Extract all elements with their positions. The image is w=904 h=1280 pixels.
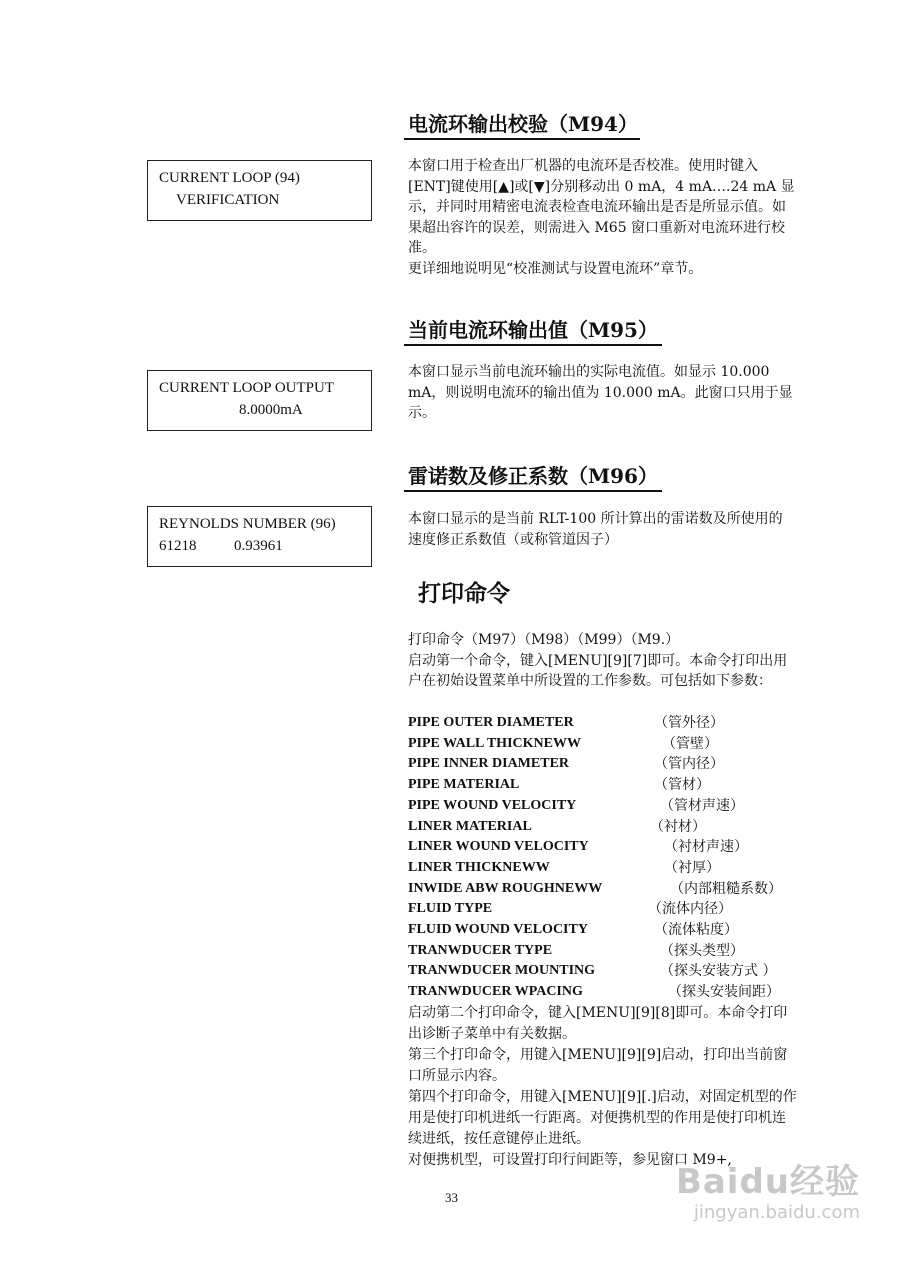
heading-print-commands: 打印命令 [418, 580, 510, 607]
param-cn: （衬厚） [664, 859, 720, 876]
param-name: PIPE WOUND VELOCITY [408, 797, 577, 813]
list-item [408, 858, 808, 879]
paragraph-text: 本窗口显示当前电流环输出的实际电流值。如显示 10.000 mA，则说明电流环的输出值为 10.000 mA。此窗口只用于显示。 [408, 364, 793, 421]
param-cn: （流体粘度） [654, 922, 738, 939]
list-item [408, 920, 808, 941]
param-cn: （探头安装间距） [668, 984, 780, 1001]
param-name: LINER THICKNEWW [408, 859, 550, 875]
param-name: INWIDE ABW ROUGHNEWW [408, 880, 603, 896]
paragraph-text: 对便携机型，可设置打印行间距等，参见窗口 M9+, [408, 1152, 732, 1168]
list-item [408, 982, 808, 1003]
lcd-line-2: 61218 0.93961 [159, 538, 283, 554]
param-cn: （内部粗糙系数） [670, 880, 782, 897]
lcd-line-1: CURRENT LOOP (94) [159, 170, 300, 186]
param-cn: （流体内径） [648, 901, 732, 918]
paragraph-text: 第三个打印命令，用键入[MENU][9][9]启动，打印出当前窗口所显示内容。 [408, 1047, 788, 1084]
lcd-box-m96 [147, 506, 372, 567]
param-cn: （衬材） [650, 818, 706, 835]
watermark-url: jingyan.baidu.com [693, 1202, 860, 1223]
param-name: FLUID WOUND VELOCITY [408, 922, 588, 938]
list-item [408, 796, 808, 817]
list-item [408, 713, 808, 734]
param-cn: （探头安装方式 ） [660, 963, 777, 980]
list-item [408, 899, 808, 920]
paragraph-text: 更详细地说明见“校准测试与设置电流环”章节。 [408, 260, 703, 277]
paragraph-text: 启动第二个打印命令，键入[MENU][9][8]即可。本命令打印出诊断子菜单中有关数据。 [408, 1005, 788, 1042]
param-cn: （管外径） [654, 715, 724, 731]
param-name: LINER MATERIAL [408, 818, 532, 834]
print-intro [408, 630, 796, 692]
param-name: TRANWDUCER MOUNTING [408, 963, 596, 979]
list-item [408, 941, 808, 962]
list-item [408, 754, 808, 775]
lcd-box-m95 [147, 370, 372, 431]
lcd-line-1: CURRENT LOOP OUTPUT [159, 380, 335, 396]
paragraph-m95 [408, 362, 796, 424]
print-parameter-list [408, 713, 808, 1003]
heading-underline [404, 490, 662, 492]
param-cn: （管壁） [662, 735, 718, 752]
param-cn: （管材） [654, 777, 710, 794]
paragraph-text: 打印命令（M97）（M98）（M99）（M9.） [408, 632, 680, 648]
lcd-box-m94 [147, 160, 372, 221]
lcd-line-1: REYNOLDS NUMBER (96) [159, 516, 336, 532]
param-name: PIPE OUTER DIAMETER [408, 715, 574, 730]
param-name: PIPE MATERIAL [408, 777, 520, 793]
print-details [408, 1003, 798, 1171]
list-item [408, 817, 808, 838]
param-name: PIPE WALL THICKNEWW [408, 735, 581, 751]
list-item [408, 837, 808, 858]
watermark-logo: Baidu经验 [675, 1162, 860, 1202]
list-item [408, 879, 808, 900]
paragraph-m96 [408, 509, 796, 550]
paragraph-text: 启动第一个命令，键入[MENU][9][7]即可。本命令打印出用户在初始设置菜单中所设置的工作参数。可包括如下参数： [408, 652, 788, 689]
paragraph-text: 本窗口用于检查出厂机器的电流环是否校准。使用时键入[ENT]键使用[▲]或[▼]分别移动出 0 mA，4 mA….24 mA 显示，并同时用精密电流表检查电流环输出是否是所显示值。如果超出容许的误差，则需进入 M65 窗口重新对电流环进行校准。 [408, 158, 795, 256]
heading-underline [404, 344, 662, 346]
heading-m94: 电流环输出校验（M94） [408, 112, 638, 136]
param-cn: （管内径） [654, 756, 724, 773]
param-name: PIPE INNER DIAMETER [408, 756, 570, 772]
param-name: LINER WOUND VELOCITY [408, 839, 589, 855]
lcd-line-2: VERIFICATION [176, 192, 280, 208]
lcd-line-2: 8.0000mA [239, 402, 303, 418]
param-name: TRANWDUCER TYPE [408, 942, 553, 958]
paragraph-text: 第四个打印命令，用键入[MENU][9][.]启动，对固定机型的作用是使打印机进纸一行距离。对便携机型的作用是使打印机连续进纸，按任意键停止进纸。 [408, 1089, 797, 1147]
param-cn: （管材声速） [660, 797, 744, 814]
param-cn: （衬材声速） [664, 839, 748, 856]
list-item [408, 961, 808, 982]
list-item [408, 775, 808, 796]
page-number: 33 [445, 1190, 458, 1205]
watermark [676, 1162, 860, 1224]
param-cn: （探头类型） [660, 942, 744, 959]
heading-underline [404, 138, 640, 140]
paragraph-m94 [408, 156, 796, 279]
heading-m95: 当前电流环输出值（M95） [408, 318, 658, 342]
paragraph-text: 本窗口显示的是当前 RLT-100 所计算出的雷诺数及所使用的速度修正系数值（或称管道因子） [408, 511, 783, 548]
param-name: TRANWDUCER WPACING [408, 984, 583, 1000]
list-item [408, 734, 808, 755]
heading-m96: 雷诺数及修正系数（M96） [408, 464, 658, 488]
param-name: FLUID TYPE [408, 901, 493, 917]
